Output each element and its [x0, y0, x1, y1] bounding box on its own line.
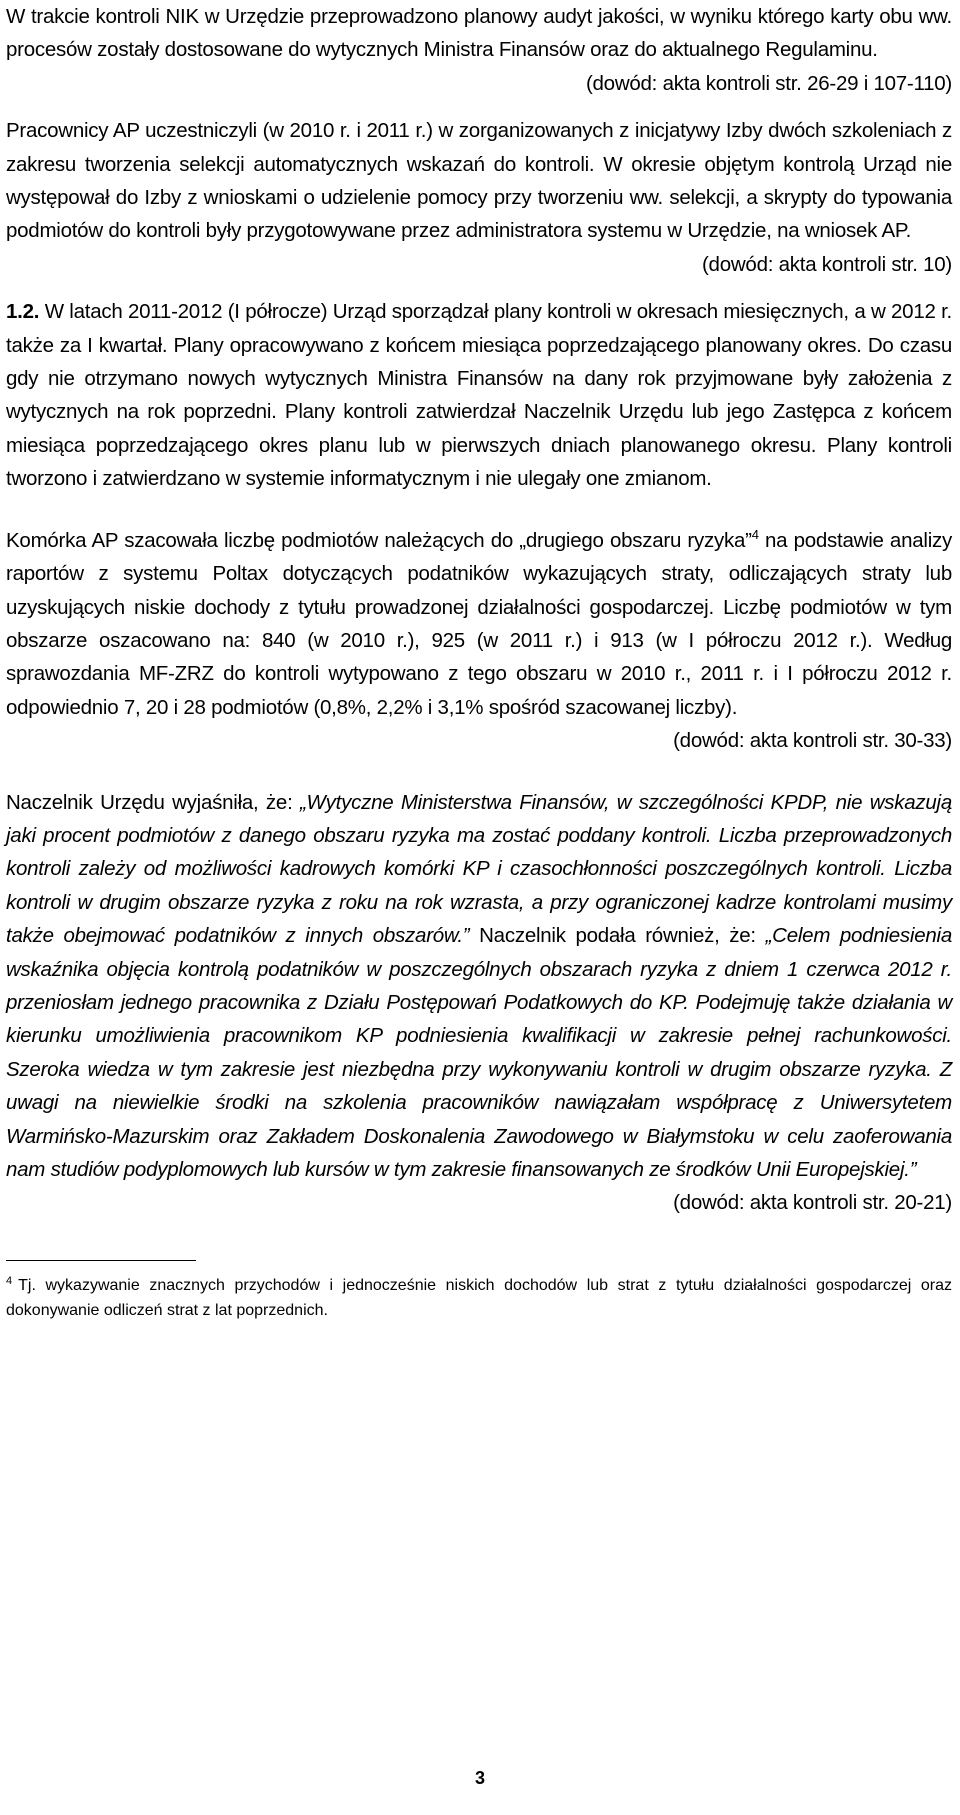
page-number: 3 [474, 1768, 485, 1788]
paragraph-text: na podstawie analizy raportów z systemu Poltax dotyczących podatników wykazujących straty, odliczających straty lub uzyskujących niskie dochody z tytułu prowadzonej działalności gospodarczej. Liczbę podmiotów w tym obszarze oszacowano na: 840 (w 2010 r.), 925 (w 2011 r.) i 913 (w I półroczu 2012 r.). Według sprawozdania MF-ZRZ do kontroli wytypowano z tego obszaru w 2010 r., 2011 r. i I półroczu 2012 r. odpowiednio 7, 20 i 28 podmiotów (0,8%, 2,2% i 3,1% spośród szacowanej liczby). [6, 528, 952, 719]
evidence-reference: (dowód: akta kontroli str. 10) [701, 252, 952, 276]
evidence-reference: (dowód: akta kontroli str. 26-29 i 107-110) [585, 71, 952, 95]
paragraph-risk-area [6, 524, 952, 724]
quote-text: „Wytyczne Ministerstwa Finansów, w szczególności KPDP, nie wskazują jaki procent podmiotów z danego obszaru ryzyka ma zostać poddany kontroli. Liczba przeprowadzonych kontroli zależy od możliwości kadrowych komórki KP i czasochłonności poszczególnych kontroli. Liczba kontroli w drugim obszarze ryzyka z roku na rok wzrasta, a przy ograniczonej kadrze kontrolami musimy także obejmować podatników z innych obszarów.” [6, 790, 953, 948]
paragraph-explanation [6, 786, 952, 1187]
paragraph-text: Naczelnik Urzędu wyjaśniła, że: [6, 790, 300, 814]
paragraph-text: W latach 2011-2012 (I półrocze) Urząd sporządzał plany kontroli w okresach miesięcznych, a w 2012 r. także za I kwartał. Plany opracowywano z końcem miesiąca poprzedzającego planowany okres. Do czasu gdy nie otrzymano nowych wytycznych Ministra Finansów na dany rok przyjmowane były założenia z wytycznych na rok poprzedni. Plany kontroli zatwierdzał Naczelnik Urzędu lub jego Zastępca z końcem miesiąca poprzedzającego okres planu lub w pierwszych dniach planowanego okresu. Plany kontroli tworzono i zatwierdzano w systemie informatycznym i nie ulegały one zmianom. [6, 300, 953, 491]
paragraph-text: Naczelnik podała również, że: [469, 924, 766, 948]
document-page [6, 0, 952, 1323]
footnote-divider [6, 1260, 196, 1261]
footnote-text: Tj. wykazywanie znacznych przychodów i jednocześnie niskich dochodów lub strat z tytułu działalności gospodarczej oraz dokonywanie odliczeń strat z lat poprzednich. [6, 1276, 952, 1319]
evidence-reference: (dowód: akta kontroli str. 20-21) [673, 1191, 952, 1215]
paragraph-audit: W trakcie kontroli NIK w Urzędzie przeprowadzono planowy audyt jakości, w wyniku którego karty obu ww. procesów zostały dostosowane do wytycznych Ministra Finansów oraz do aktualnego Regulaminu. [6, 5, 952, 62]
section-number: 1.2. [6, 300, 40, 324]
paragraph-control-plans [6, 295, 952, 495]
evidence-reference: (dowód: akta kontroli str. 30-33) [673, 729, 952, 753]
footnote [6, 1273, 952, 1323]
footnote-reference[interactable]: 4 [751, 526, 759, 542]
paragraph-text: Komórka AP szacowała liczbę podmiotów należących do „drugiego obszaru ryzyka” [6, 528, 752, 552]
paragraph-training: Pracownicy AP uczestniczyli (w 2010 r. i 2011 r.) w zorganizowanych z inicjatywy Izby dwóch szkoleniach z zakresu tworzenia selekcji automatycznych wskazań do kontroli. W okresie objętym kontrolą Urząd nie występował do Izby z wnioskami o udzielenie pomocy przy tworzeniu ww. selekcji, a skrypty do typowania podmiotów do kontroli były przygotowywane przez administratora systemu w Urzędzie, na wniosek AP. [6, 119, 952, 243]
quote-text: „Celem podniesienia wskaźnika objęcia kontrolą podatników w poszczególnych obszarach ryzyka z dniem 1 czerwca 2012 r. przeniosłam jednego pracownika z Działu Postępowań Podatkowych do KP. Podejmuję także działania w kierunku umożliwienia pracownikom KP podniesienia kwalifikacji w zakresie pełnej rachunkowości. Szeroka wiedza w tym zakresie jest niezbędna przy wykonywaniu kontroli w drugim obszarze ryzyka. Z uwagi na niewielkie środki na szkolenia pracowników nawiązałam współpracę z Uniwersytetem Warmińsko-Mazurskim oraz Zakładem Doskonalenia Zawodowego w Białymstoku w celu zaoferowania nam studiów podyplomowych lub kursów w tym zakresie finansowanych ze środków Unii Europejskiej.” [6, 924, 952, 1181]
footnote-marker: 4 [6, 1274, 13, 1287]
